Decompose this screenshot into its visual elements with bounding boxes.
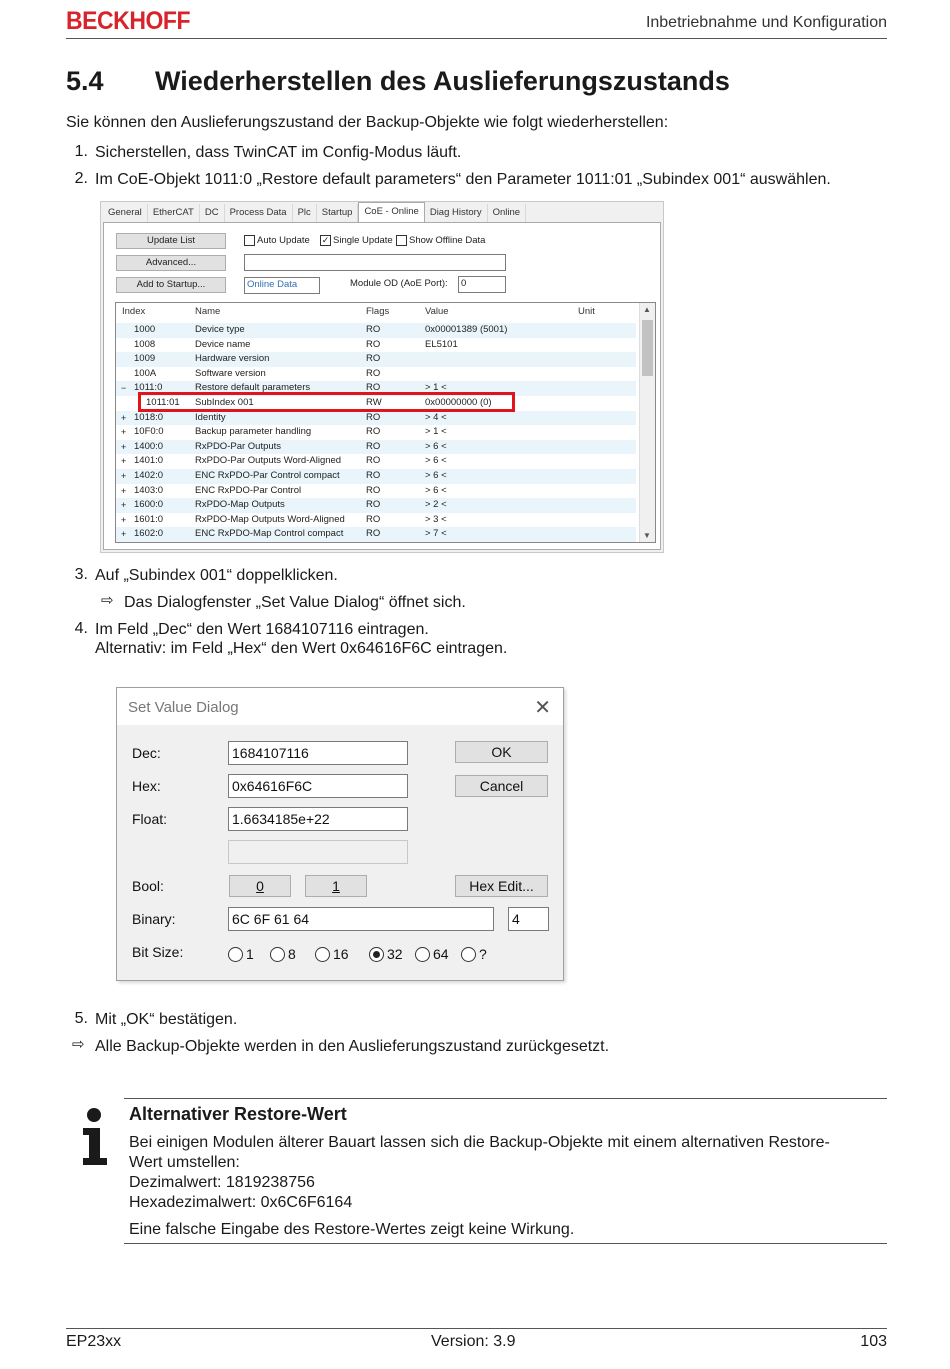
radio-label: 8 bbox=[288, 946, 296, 962]
dialog-title: Set Value Dialog bbox=[128, 699, 239, 716]
table-row[interactable] bbox=[116, 513, 636, 528]
column-header-unit: Unit bbox=[578, 306, 595, 317]
cell-name: Hardware version bbox=[195, 353, 270, 365]
tree-toggle-icon[interactable]: − bbox=[121, 383, 127, 394]
dec-label: Dec: bbox=[132, 745, 161, 761]
hex-label: Hex: bbox=[132, 778, 161, 794]
cell-value: > 6 < bbox=[425, 440, 447, 452]
bitsize-radio-64[interactable] bbox=[415, 946, 449, 962]
step-text: Im CoE-Objekt 1011:0 „Restore default parameters“ den Parameter 1011:01 „Subindex 001“ auswählen. bbox=[95, 171, 831, 188]
scrollbar-thumb[interactable] bbox=[642, 320, 653, 376]
cell-index: 1400:0 bbox=[134, 440, 164, 452]
cell-value: > 6 < bbox=[425, 470, 447, 481]
add-to-startup-button[interactable]: Add to Startup... bbox=[116, 277, 226, 293]
footer-version: Version: 3.9 bbox=[431, 1333, 516, 1350]
checkbox-label: Single Update bbox=[333, 235, 393, 246]
info-icon bbox=[80, 1108, 110, 1166]
checkbox-label: Auto Update bbox=[257, 235, 310, 246]
table-row[interactable] bbox=[116, 352, 636, 367]
cell-index: 1601:0 bbox=[134, 513, 164, 525]
scroll-up-icon[interactable]: ▲ bbox=[643, 305, 651, 314]
cell-name: Identity bbox=[195, 411, 226, 423]
cell-value: > 1 < bbox=[425, 382, 447, 394]
cell-value: > 6 < bbox=[425, 455, 447, 467]
set-value-dialog bbox=[116, 687, 564, 981]
tab-plc[interactable]: Plc bbox=[293, 204, 317, 222]
bitsize-radio-32[interactable] bbox=[369, 946, 403, 962]
description-field[interactable] bbox=[244, 254, 506, 271]
cell-value: > 1 < bbox=[425, 426, 447, 438]
disabled-input bbox=[228, 840, 408, 864]
note-line: Wert umstellen: bbox=[129, 1154, 240, 1171]
radio-label: ? bbox=[479, 946, 487, 962]
table-row[interactable] bbox=[116, 484, 636, 499]
tab-startup[interactable]: Startup bbox=[317, 204, 359, 222]
table-row[interactable] bbox=[116, 440, 636, 455]
cell-name: Device type bbox=[195, 324, 245, 335]
checkbox-box bbox=[396, 235, 407, 246]
cell-flags: RO bbox=[366, 455, 381, 467]
cell-index: 100A bbox=[134, 367, 157, 379]
cell-value: 0x00000000 (0) bbox=[425, 397, 492, 408]
radio-label: 16 bbox=[333, 946, 349, 962]
cell-value: > 6 < bbox=[425, 484, 447, 496]
cell-name: Restore default parameters bbox=[195, 382, 311, 394]
cell-name: RxPDO-Par Outputs bbox=[195, 440, 282, 452]
cell-index: 1600:0 bbox=[134, 499, 164, 511]
table-row[interactable] bbox=[116, 367, 636, 382]
step-text: Sicherstellen, dass TwinCAT im Config-Modus läuft. bbox=[95, 144, 462, 161]
section-number: 5.4 bbox=[66, 66, 104, 96]
intro-text: Sie können den Auslieferungszustand der Backup-Objekte wie folgt wiederherstellen: bbox=[66, 114, 669, 131]
coe-online-panel bbox=[103, 222, 661, 550]
radio-circle bbox=[270, 947, 285, 962]
online-data-field: Online Data bbox=[244, 277, 320, 294]
cell-flags: RO bbox=[366, 338, 381, 350]
cell-flags: RO bbox=[366, 484, 381, 496]
float-input[interactable]: 1.6634185e+22 bbox=[228, 807, 408, 831]
cell-name: RxPDO-Map Outputs bbox=[195, 499, 285, 511]
binary-length-input[interactable]: 4 bbox=[508, 907, 549, 931]
tab-ethercat[interactable]: EtherCAT bbox=[148, 204, 200, 222]
note-line: Bei einigen Modulen älterer Bauart lassen sich die Backup-Objekte mit einem alternativen Restore- bbox=[129, 1134, 830, 1151]
grid-header bbox=[116, 303, 636, 319]
single-update-checkbox[interactable] bbox=[320, 235, 393, 246]
cell-name: SubIndex 001 bbox=[195, 397, 254, 408]
column-header-name: Name bbox=[195, 306, 221, 317]
bitsize-radio-16[interactable] bbox=[315, 946, 349, 962]
bitsize-label: Bit Size: bbox=[132, 944, 184, 960]
section-title: Wiederherstellen des Auslieferungszustands bbox=[155, 66, 730, 96]
tree-toggle-icon[interactable]: + bbox=[121, 427, 127, 438]
cell-name: ENC RxPDO-Par Control compact bbox=[195, 470, 340, 481]
cell-name: Device name bbox=[195, 338, 251, 350]
float-label: Float: bbox=[132, 811, 168, 827]
cell-index: 1402:0 bbox=[134, 470, 164, 481]
tab-process-data[interactable]: Process Data bbox=[225, 204, 293, 222]
dec-input[interactable]: 1684107116 bbox=[228, 741, 408, 765]
note-top-divider bbox=[124, 1098, 887, 1099]
tree-toggle-icon[interactable]: + bbox=[121, 514, 127, 525]
show-offline-data-checkbox[interactable] bbox=[396, 235, 485, 246]
cell-name: RxPDO-Par Outputs Word-Aligned bbox=[195, 455, 342, 467]
cell-index: 10F0:0 bbox=[134, 426, 164, 438]
close-icon[interactable]: ✕ bbox=[534, 697, 551, 719]
step-number: 5. bbox=[74, 1010, 88, 1027]
page-number: 103 bbox=[860, 1333, 887, 1350]
module-od-label: Module OD (AoE Port): bbox=[350, 278, 448, 289]
cancel-button[interactable]: Cancel bbox=[455, 775, 548, 797]
tab-coe-online[interactable]: CoE - Online bbox=[358, 202, 424, 225]
cell-index: 1011:0 bbox=[134, 382, 163, 394]
grid-scrollbar[interactable] bbox=[639, 303, 655, 542]
final-result-text: Alle Backup-Objekte werden in den Auslieferungszustand zurückgesetzt. bbox=[95, 1038, 610, 1055]
cell-value: > 3 < bbox=[425, 513, 447, 525]
cell-flags: RO bbox=[366, 513, 381, 525]
tab-bar bbox=[103, 204, 526, 222]
highlight-frame bbox=[138, 392, 515, 412]
cell-value: 0x00001389 (5001) bbox=[425, 324, 508, 335]
table-row[interactable] bbox=[116, 454, 636, 469]
cell-flags: RO bbox=[366, 470, 381, 481]
column-header-flags: Flags bbox=[366, 306, 390, 317]
cell-index: 1011:01 bbox=[146, 397, 180, 408]
step-text-alt: Alternativ: im Feld „Hex“ den Wert 0x64616F6C eintragen. bbox=[95, 640, 508, 657]
step-text: Im Feld „Dec“ den Wert 1684107116 eintragen. bbox=[95, 621, 429, 638]
note-bottom-divider bbox=[124, 1243, 887, 1244]
header-divider bbox=[66, 38, 887, 39]
dialog-titlebar bbox=[117, 688, 563, 725]
note-line: Hexadezimalwert: 0x6C6F6164 bbox=[129, 1194, 353, 1211]
table-row[interactable] bbox=[116, 498, 636, 513]
table-row[interactable] bbox=[116, 469, 636, 484]
note-line: Eine falsche Eingabe des Restore-Wertes zeigt keine Wirkung. bbox=[129, 1221, 575, 1238]
cell-flags: RO bbox=[366, 353, 381, 365]
step-number: 1. bbox=[74, 143, 88, 160]
object-dictionary-grid[interactable] bbox=[115, 302, 656, 543]
hex-edit-button[interactable]: Hex Edit... bbox=[455, 875, 548, 897]
tree-toggle-icon[interactable]: + bbox=[121, 456, 127, 467]
checkbox-box bbox=[244, 235, 255, 246]
advanced-button[interactable]: Advanced... bbox=[116, 255, 226, 271]
cell-flags: RO bbox=[366, 382, 381, 394]
cell-index: 1018:0 bbox=[134, 411, 164, 423]
cell-name: Backup parameter handling bbox=[195, 426, 312, 438]
step-result-text: Das Dialogfenster „Set Value Dialog“ öffnet sich. bbox=[124, 594, 466, 611]
cell-flags: RW bbox=[366, 397, 382, 408]
table-row[interactable] bbox=[116, 323, 636, 338]
step-number: 3. bbox=[74, 566, 88, 583]
cell-flags: RO bbox=[366, 367, 381, 379]
cell-flags: RO bbox=[366, 426, 381, 438]
cell-name: ENC RxPDO-Map Control compact bbox=[195, 528, 344, 540]
scroll-down-icon[interactable]: ▼ bbox=[643, 531, 651, 540]
radio-circle bbox=[415, 947, 430, 962]
radio-circle bbox=[461, 947, 476, 962]
beckhoff-logo: BECKHOFF bbox=[66, 7, 191, 35]
step-text: Mit „OK“ bestätigen. bbox=[95, 1011, 238, 1028]
cell-index: 1602:0 bbox=[134, 528, 164, 540]
cell-name: RxPDO-Map Outputs Word-Aligned bbox=[195, 513, 345, 525]
radio-circle-selected bbox=[369, 947, 384, 962]
cell-name: ENC RxPDO-Par Control bbox=[195, 484, 302, 496]
cell-index: 1403:0 bbox=[134, 484, 164, 496]
tree-toggle-icon[interactable]: + bbox=[121, 412, 127, 423]
binary-label: Binary: bbox=[132, 911, 176, 927]
tree-toggle-icon[interactable]: + bbox=[121, 529, 127, 540]
tab-dc[interactable]: DC bbox=[200, 204, 225, 222]
cell-flags: RO bbox=[366, 440, 381, 452]
cell-flags: RO bbox=[366, 411, 381, 423]
radio-circle bbox=[315, 947, 330, 962]
auto-update-checkbox[interactable] bbox=[244, 235, 310, 246]
step-number: 2. bbox=[74, 170, 88, 187]
tree-toggle-icon[interactable]: + bbox=[121, 500, 127, 511]
cell-index: 1009 bbox=[134, 353, 156, 365]
binary-input[interactable]: 6C 6F 61 64 bbox=[228, 907, 494, 931]
table-row[interactable] bbox=[116, 411, 636, 426]
column-header-index: Index bbox=[122, 306, 146, 317]
tree-toggle-icon[interactable]: + bbox=[121, 485, 127, 496]
radio-label: 32 bbox=[387, 946, 403, 962]
tree-toggle-icon[interactable]: + bbox=[121, 471, 127, 481]
radio-label: 64 bbox=[433, 946, 449, 962]
cell-value: > 2 < bbox=[425, 499, 447, 511]
table-row[interactable] bbox=[116, 425, 636, 440]
footer-product: EP23xx bbox=[66, 1333, 122, 1350]
bool-1-button[interactable]: 1 bbox=[305, 875, 367, 897]
cell-flags: RO bbox=[366, 324, 381, 335]
cell-index: 1401:0 bbox=[134, 455, 164, 467]
bitsize-radio-8[interactable] bbox=[270, 946, 296, 962]
note-title: Alternativer Restore-Wert bbox=[129, 1104, 347, 1124]
radio-label: 1 bbox=[246, 946, 254, 962]
checkbox-label: Show Offline Data bbox=[409, 235, 486, 246]
tab-online[interactable]: Online bbox=[488, 204, 526, 222]
twincat-coe-online-screenshot bbox=[100, 201, 664, 553]
result-arrow-icon: ⇨ bbox=[101, 592, 114, 609]
footer-divider bbox=[66, 1328, 887, 1329]
ok-button[interactable]: OK bbox=[455, 741, 548, 763]
table-row[interactable] bbox=[116, 527, 636, 542]
radio-circle bbox=[228, 947, 243, 962]
result-arrow-icon: ⇨ bbox=[72, 1036, 85, 1053]
cell-value: EL5101 bbox=[425, 338, 458, 350]
note-line: Dezimalwert: 1819238756 bbox=[129, 1174, 315, 1191]
checkmark-icon: ✓ bbox=[321, 235, 330, 245]
bitsize-radio-unknown[interactable] bbox=[461, 946, 487, 962]
column-header-value: Value bbox=[425, 306, 449, 317]
bool-label: Bool: bbox=[132, 878, 164, 894]
cell-flags: RO bbox=[366, 499, 381, 511]
update-list-button[interactable]: Update List bbox=[116, 233, 226, 249]
cell-value: > 7 < bbox=[425, 528, 447, 540]
hex-input[interactable]: 0x64616F6C bbox=[228, 774, 408, 798]
cell-name: Software version bbox=[195, 367, 266, 379]
tab-diag-history[interactable]: Diag History bbox=[425, 204, 488, 222]
cell-index: 1000 bbox=[134, 324, 156, 335]
cell-flags: RO bbox=[366, 528, 381, 540]
cell-value: > 4 < bbox=[425, 411, 447, 423]
header-section-title: Inbetriebnahme und Konfiguration bbox=[645, 14, 887, 31]
step-text: Auf „Subindex 001“ doppelklicken. bbox=[95, 567, 338, 584]
cell-index: 1008 bbox=[134, 338, 156, 350]
bitsize-radio-1[interactable] bbox=[228, 946, 254, 962]
bool-0-button[interactable]: 0 bbox=[229, 875, 291, 897]
table-row[interactable] bbox=[116, 338, 636, 353]
step-number: 4. bbox=[74, 620, 88, 637]
tab-general[interactable]: General bbox=[103, 204, 148, 222]
module-od-field[interactable]: 0 bbox=[458, 276, 506, 293]
tree-toggle-icon[interactable]: + bbox=[121, 441, 127, 452]
